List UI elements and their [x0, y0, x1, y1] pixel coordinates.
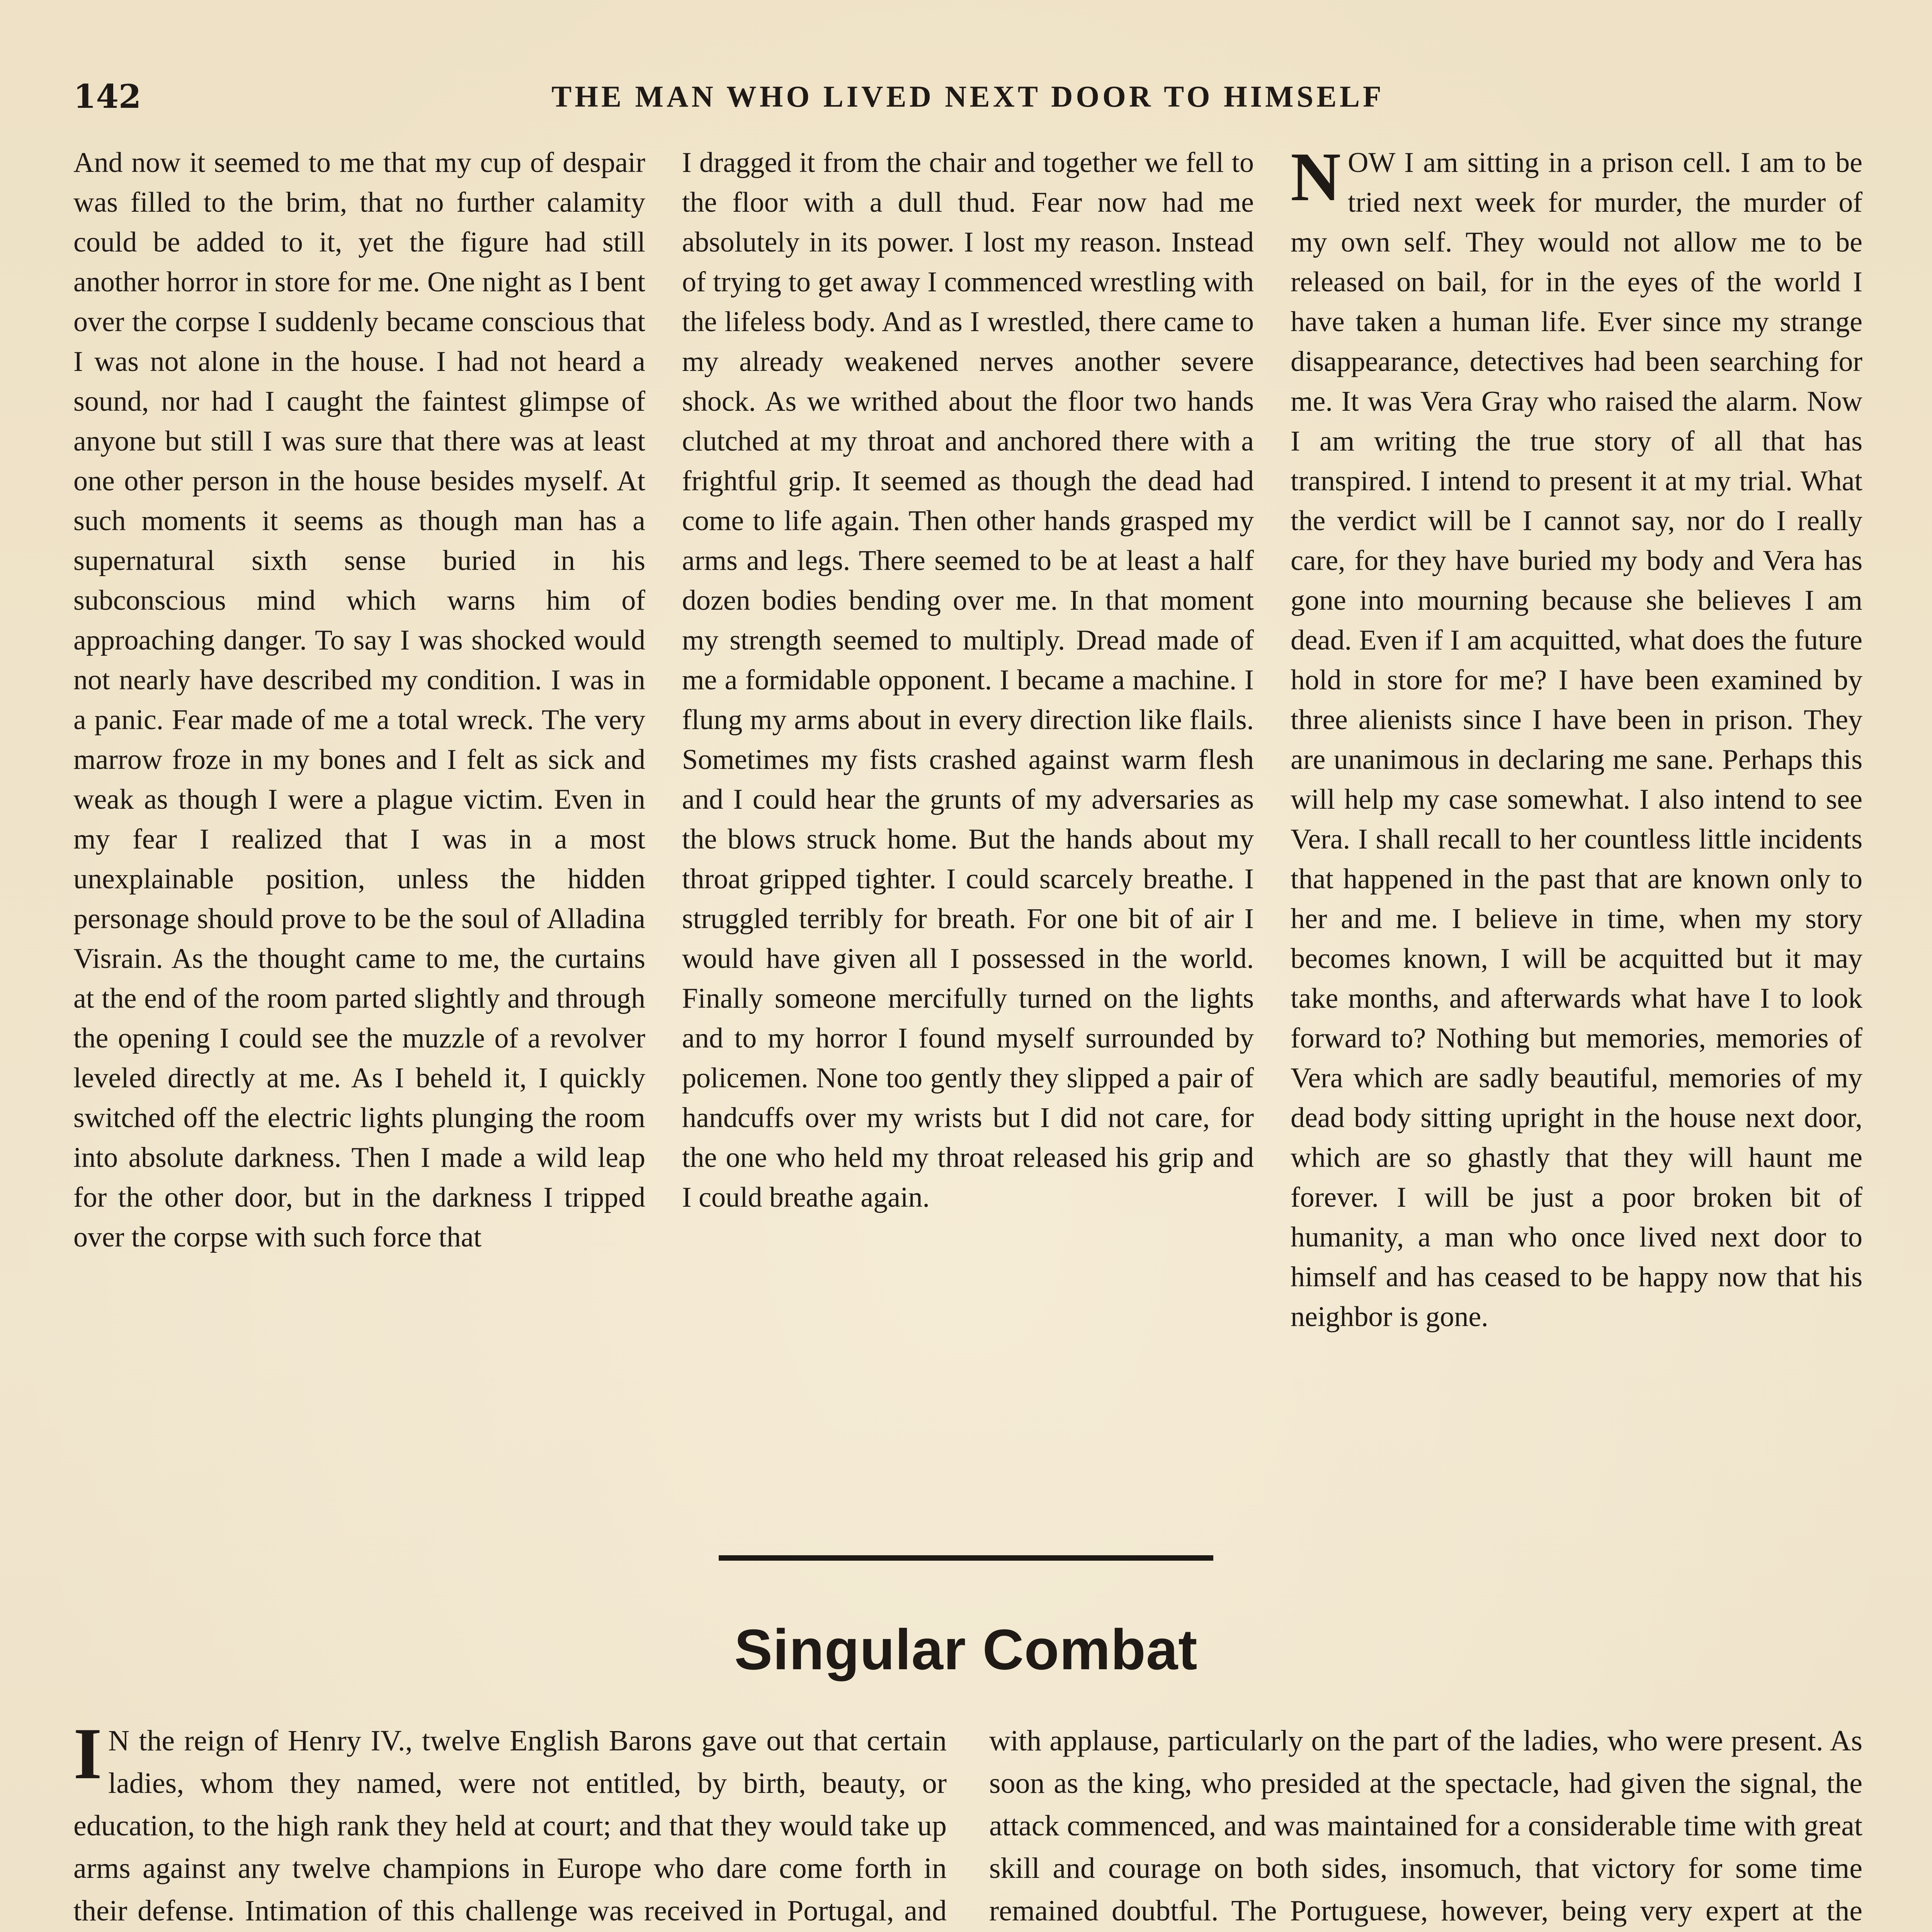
drop-cap: N	[1291, 143, 1341, 215]
section-divider	[719, 1555, 1213, 1561]
article-paragraph: with applause, particularly on the part of the ladies, who were present. As soon as the king, who presided at the spectacle, had given the signal, the attack commenced, and was maintained for a considerable time with great skill and courage on both sides, insomuch, that victory for some time remained doubtful. The Portuguese, however, being very expert at the	[989, 1725, 1862, 1927]
article-column-1	[73, 1719, 947, 1932]
drop-cap: I	[73, 1719, 102, 1794]
article-heading: Singular Combat	[734, 1618, 1198, 1682]
story-paragraph: OW I am sitting in a prison cell. I am to be tried next week for murder, the murder of my own self. They would not allow me to be released on bail, for in the eyes of the world I have taken a human life. Ever since my strange disappearance, detectives had been searching for me. It was Vera Gray who raised the alarm. Now I am writing the true story of all that has transpired. I intend to present it at my trial. What the verdict will be I cannot say, nor do I really care, for they have buried my body and Vera has gone into mourning because she believes I am dead. Even if I am acquitted, what does the future hold in store for me? I have been examined by three alienists since I have been in prison. They are unanimous in declaring me sane. Perhaps this will help my case somewhat. I also intend to see Vera. I shall recall to her countless little incidents that happened in the past that are known only to her and me. I believe in time, when my story becomes known, I will be acquitted but it may take months, and afterwards what have I to look forward to? Nothing but memories, memories of Vera which are sadly beautiful, memories of my dead body sitting upright in the house next door, which are so ghastly that they will haunt me forever. I will be just a poor broken bit of humanity, a man who once lived next door to himself and has ceased to be happy now that his neighbor is gone.	[1291, 147, 1862, 1333]
article-paragraph: N the reign of Henry IV., twelve English Barons gave out that certain ladies, whom they named, were not entitled, by birth, beauty, or education, to the high rank they held at court; and that they would take up arms against any twelve champions in Europe who dare come forth in their defense. Intimation of this challenge was received in Portugal, and	[73, 1725, 947, 1927]
story-continuation	[73, 143, 1862, 1503]
story-paragraph: And now it seemed to me that my cup of despair was filled to the brim, that no further calamity could be added to it, yet the figure had still another horror in store for me. One night as I bent over the corpse I suddenly became conscious that I was not alone in the house. I had not heard a sound, nor had I caught the faintest glimpse of anyone but still I was sure that there was at least one other person in the house besides myself. At such moments it seems as though man has a supernatural sixth sense buried in his subconscious mind which warns him of approaching danger. To say I was shocked would not nearly have described my condition. I was in a panic. Fear made of me a total wreck. The very marrow froze in my bones and I felt as sick and weak as though I were a plague victim. Even in my fear I realized that I was in a most unexplainable position, unless the hidden personage should prove to be the soul of Alladina Visrain. As the thought came to me, the curtains at the end of the room parted slightly and through the opening I could see the muzzle of a revolver leveled directly at me. As I beheld it, I quickly switched off the electric lights plunging the room into absolute darkness. Then I made a wild leap for the other door, but in the darkness I tripped over the corpse with such force that	[73, 147, 645, 1253]
story-column-3	[1291, 143, 1862, 1503]
story-paragraph: I dragged it from the chair and together we fell to the floor with a dull thud. Fear now had me absolutely in its power. I lost my reason. Instead of trying to get away I commenced wrestling with the lifeless body. And as I wrestled, there came to my already weakened nerves another severe shock. As we writhed about the floor two hands clutched at my throat and anchored there with a frightful grip. It seemed as though the dead had come to life again. Then other hands grasped my arms and legs. There seemed to be at least a half dozen bodies bending over me. In that moment my strength seemed to multiply. Dread made of me a formidable opponent. I became a machine. I flung my arms about in every direction like flails. Sometimes my fists crashed against warm flesh and I could hear the grunts of my adversaries as the blows struck home. But the hands about my throat gripped tighter. I could scarcely breathe. I struggled terribly for breath. For one bit of air I would have given all I possessed in the world. Finally someone mercifully turned on the lights and to my horror I found myself surrounded by policemen. None too gently they slipped a pair of handcuffs over my wrists but I did not care, for the one who held my throat released his grip and I could breathe again.	[682, 147, 1254, 1213]
story-column-2	[682, 143, 1254, 1503]
running-title: THE MAN WHO LIVED NEXT DOOR TO HIMSELF	[551, 80, 1384, 113]
page-number: 142	[73, 77, 141, 116]
running-header	[73, 73, 1862, 120]
article-column-2	[989, 1719, 1862, 1932]
article-body	[73, 1719, 1862, 1932]
story-column-1	[73, 143, 645, 1503]
